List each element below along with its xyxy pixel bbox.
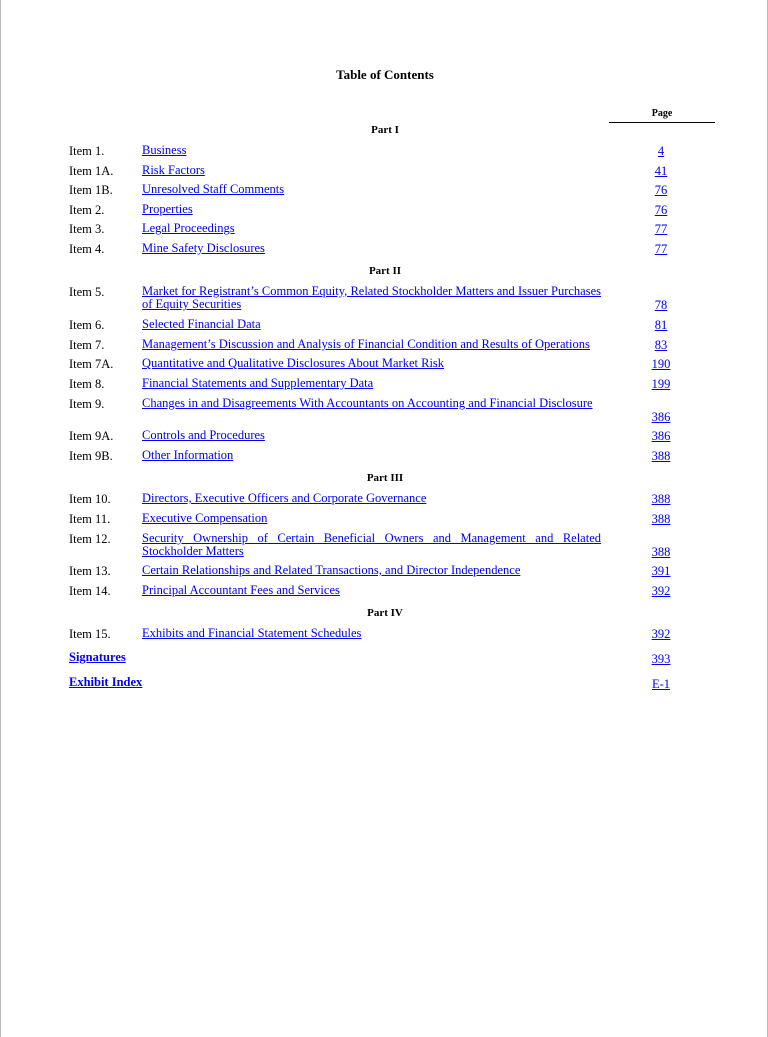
toc-link[interactable]: Quantitative and Qualitative Disclosures About Market Risk [142, 356, 445, 370]
item-number: Item 8. [69, 377, 105, 391]
item-number: Item 10. [69, 492, 111, 506]
toc-link[interactable]: Properties [142, 202, 193, 216]
page-number-link[interactable]: 76 [654, 203, 668, 217]
page-number-link[interactable]: 76 [654, 183, 668, 197]
toc-link[interactable]: Changes in and Disagreements With Accountants on Accounting and Financial Disclosure [142, 396, 593, 410]
item-number: Item 15. [69, 627, 111, 641]
toc-link[interactable]: Executive Compensation [142, 511, 268, 525]
page-number-link[interactable]: 388 [651, 449, 671, 463]
item-number: Item 6. [69, 318, 105, 332]
toc-link[interactable]: Certain Relationships and Related Transactions, and Director Independence [142, 563, 521, 577]
item-number: Item 9A. [69, 429, 114, 443]
toc-link[interactable]: Mine Safety Disclosures [142, 241, 265, 255]
page-number-link[interactable]: 386 [651, 429, 671, 443]
item-number: Item 5. [69, 285, 105, 299]
page-number-link[interactable]: 388 [651, 492, 671, 506]
page-number-link[interactable]: 41 [654, 164, 668, 178]
item-number: Item 7. [69, 338, 105, 352]
page-number-link[interactable]: 190 [651, 357, 671, 371]
page-number-link[interactable]: 386 [651, 410, 671, 424]
item-number: Item 2. [69, 203, 105, 217]
page-number-link[interactable]: 391 [651, 564, 671, 578]
page-number-link[interactable]: 83 [654, 338, 668, 352]
part-heading: Part IV [367, 607, 403, 619]
toc-link[interactable]: Exhibits and Financial Statement Schedules [142, 626, 362, 640]
page-number-link[interactable]: E-1 [651, 677, 671, 691]
toc-link[interactable]: Legal Proceedings [142, 221, 235, 235]
item-number: Item 4. [69, 242, 105, 256]
page-number-link[interactable]: 81 [654, 318, 668, 332]
toc-link[interactable]: Management’s Discussion and Analysis of Financial Condition and Results of Operations [142, 337, 590, 351]
page-number-link[interactable]: 393 [651, 652, 671, 666]
page-number-link[interactable]: 199 [651, 377, 671, 391]
page-title: Table of Contents [336, 67, 434, 82]
toc-link[interactable]: Financial Statements and Supplementary Data [142, 376, 374, 390]
part-heading: Part III [366, 472, 404, 484]
page-number-link[interactable]: 77 [654, 242, 668, 256]
toc-link-signatures[interactable]: Signatures [69, 650, 126, 664]
page-number-link[interactable]: 392 [651, 584, 671, 598]
page-number-link[interactable]: 4 [657, 144, 665, 158]
toc-link[interactable]: Risk Factors [142, 163, 205, 177]
item-number: Item 1B. [69, 183, 113, 197]
page-number-link[interactable]: 392 [651, 627, 671, 641]
item-number: Item 9B. [69, 449, 113, 463]
item-number: Item 1A. [69, 164, 114, 178]
toc-link[interactable]: Controls and Procedures [142, 428, 265, 442]
toc-link[interactable]: Security Ownership of Certain Beneficial Owners and Management and Related Stockholder Matters [142, 531, 601, 558]
toc-link[interactable]: Business [142, 143, 187, 157]
toc-link[interactable]: Market for Registrant’s Common Equity, Related Stockholder Matters and Issuer Purchases of Equity Securities [142, 284, 601, 311]
item-number: Item 13. [69, 564, 111, 578]
part-heading: Part II [368, 265, 402, 277]
toc-link[interactable]: Other Information [142, 448, 234, 462]
page-number-link[interactable]: 388 [651, 512, 671, 526]
toc-link[interactable]: Directors, Executive Officers and Corporate Governance [142, 491, 427, 505]
item-number: Item 14. [69, 584, 111, 598]
part-heading: Part I [371, 124, 399, 136]
page-column-header: Page [609, 108, 715, 123]
toc-link[interactable]: Unresolved Staff Comments [142, 182, 285, 196]
toc-link[interactable]: Selected Financial Data [142, 317, 261, 331]
item-number: Item 7A. [69, 357, 114, 371]
toc-link-exhibit-index[interactable]: Exhibit Index [69, 675, 143, 689]
item-number: Item 3. [69, 222, 105, 236]
item-number: Item 12. [69, 532, 111, 546]
toc-link[interactable]: Principal Accountant Fees and Services [142, 583, 340, 597]
page-number-link[interactable]: 78 [654, 298, 668, 312]
item-number: Item 11. [69, 512, 111, 526]
page-number-link[interactable]: 77 [654, 222, 668, 236]
page-number-link[interactable]: 388 [651, 545, 671, 559]
item-number: Item 1. [69, 144, 105, 158]
item-number: Item 9. [69, 397, 105, 411]
